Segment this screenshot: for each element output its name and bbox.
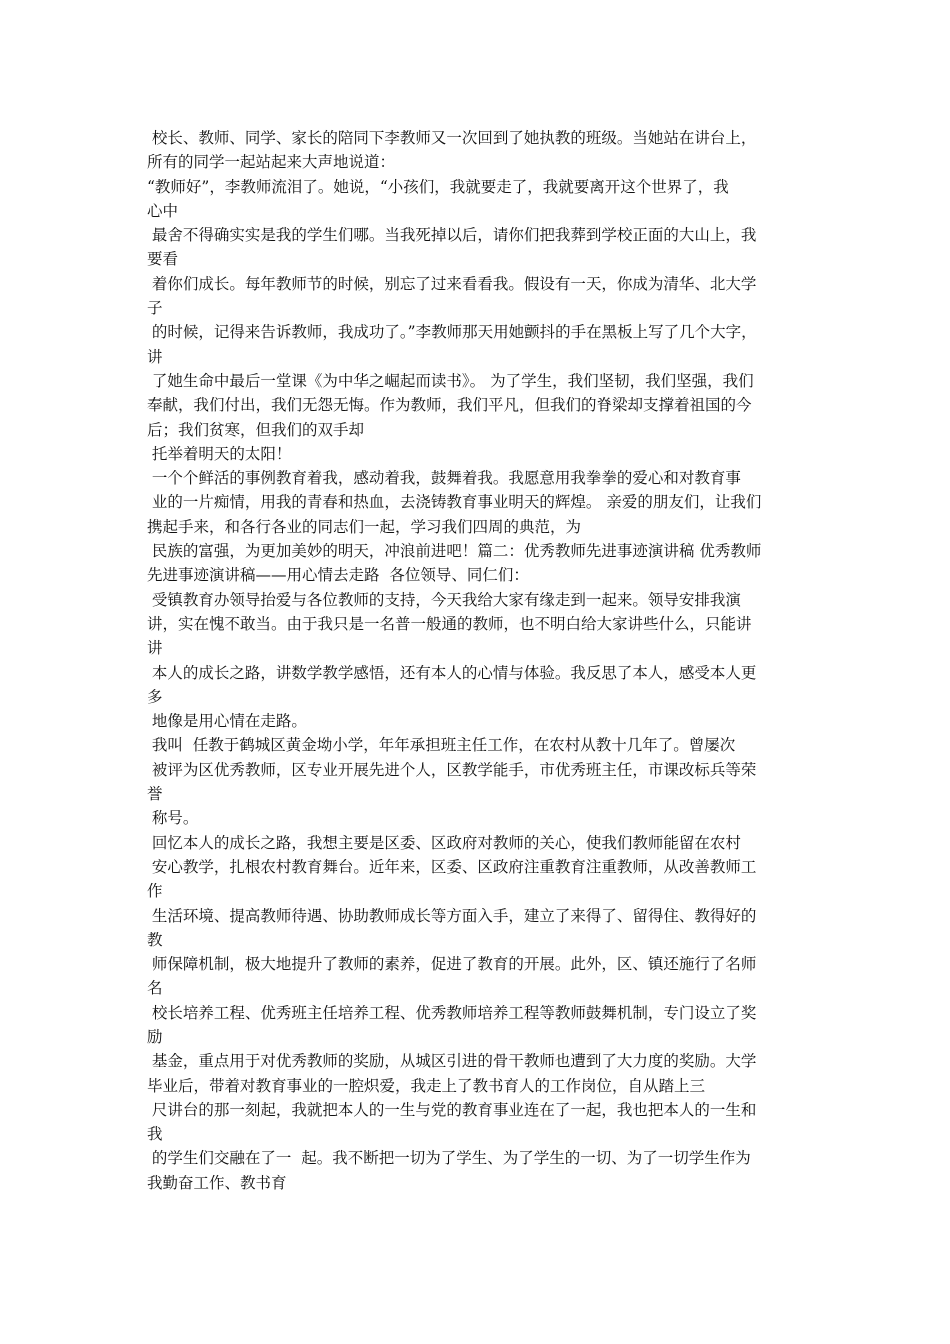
- text-line: 我: [147, 1125, 163, 1144]
- text-line: 着你们成长。每年教师节的时候，别忘了过来看看我。假设有一天，你成为清华、北大学: [147, 274, 757, 293]
- text-line: 名: [147, 979, 163, 998]
- text-line: 所有的同学一起站起来大声地说道：: [147, 153, 396, 172]
- text-line: 受镇教育办领导抬爱与各位教师的支持，今天我给大家有缘走到一起来。领导安排我演: [147, 590, 741, 609]
- text-line: 最舍不得确实实是我的学生们哪。当我死掉以后，请你们把我葬到学校正面的大山上，我: [147, 226, 757, 245]
- text-line: 奉献，我们付出，我们无怨无悔。作为教师，我们平凡，但我们的脊梁却支撑着祖国的今: [147, 396, 752, 415]
- text-line: 讲: [147, 347, 163, 366]
- text-line: 后；我们贫寒，但我们的双手却: [147, 420, 365, 439]
- text-line: 地像是用心情在走路。: [147, 712, 307, 731]
- text-line: 被评为区优秀教师，区专业开展先进个人，区教学能手，市优秀班主任，市课改标兵等荣: [147, 760, 757, 779]
- text-line: 业的一片痴情，用我的青春和热血，去浇铸教育事业明天的辉煌。 亲爱的朋友们，让我们: [147, 493, 762, 512]
- text-line: 励: [147, 1027, 163, 1046]
- text-line: 本人的成长之路，讲数学教学感悟，还有本人的心情与体验。我反思了本人，感受本人更: [147, 663, 757, 682]
- text-line: 要看: [147, 250, 179, 269]
- text-line: 心中: [147, 201, 179, 220]
- text-line: 称号。: [147, 809, 199, 828]
- text-line: 回忆本人的成长之路，我想主要是区委、区政府对教师的关心，使我们教师能留在农村: [147, 833, 741, 852]
- text-line: 教: [147, 930, 163, 949]
- text-line: 基金，重点用于对优秀教师的奖励，从城区引进的骨干教师也遭到了大力度的奖励。大学: [147, 1052, 757, 1071]
- text-line: 毕业后，带着对教育事业的一腔炽爱，我走上了教书育人的工作岗位，自从踏上三: [147, 1076, 706, 1095]
- text-line: “教师好”，李教师流泪了。她说，“小孩们，我就要走了，我就要离开这个世界了，我: [147, 177, 729, 196]
- text-line: 先进事迹演讲稿——用心情去走路 各位领导、同仁们：: [147, 566, 529, 585]
- text-line: 我叫 任教于鹤城区黄金坳小学，年年承担班主任工作，在农村从教十几年了。曾屡次: [147, 736, 736, 755]
- text-line: 的学生们交融在了一 起。我不断把一切为了学生、为了学生的一切、为了一切学生作为: [147, 1149, 751, 1168]
- text-line: 我勤奋工作、教书育: [147, 1173, 287, 1192]
- text-line: 携起手来，和各行各业的同志们一起，学习我们四周的典范，为: [147, 517, 582, 536]
- text-line: 多: [147, 687, 163, 706]
- text-line: 生活环境、提高教师待遇、协助教师成长等方面入手，建立了来得了、留得住、教得好的: [147, 906, 757, 925]
- text-line: 讲，实在愧不敢当。由于我只是一名普一般通的教师，也不明白给大家讲些什么，只能讲: [147, 614, 752, 633]
- document-body: [147, 126, 819, 1195]
- text-line: 誉: [147, 785, 163, 804]
- text-line: 师保障机制，极大地提升了教师的素养，促进了教育的开展。此外，区、镇还施行了名师: [147, 955, 757, 974]
- text-line: 子: [147, 299, 163, 318]
- text-line: 民族的富强，为更加美妙的明天，冲浪前进吧！篇二：优秀教师先进事迹演讲稿 优秀教师: [147, 542, 762, 561]
- text-line: 讲: [147, 639, 163, 658]
- text-line: 作: [147, 882, 163, 901]
- text-line: 尺讲台的那一刻起，我就把本人的一生与党的教育事业连在了一起，我也把本人的一生和: [147, 1100, 757, 1119]
- text-line: 托举着明天的太阳！: [147, 444, 292, 463]
- text-line: 了她生命中最后一堂课《为中华之崛起而读书》。 为了学生，我们坚韧，我们坚强，我们: [147, 371, 754, 390]
- text-line: 校长、教师、同学、家长的陪同下李教师又一次回到了她执教的班级。当她站在讲台上，: [147, 129, 757, 147]
- text-line: 一个个鲜活的事例教育着我，感动着我，鼓舞着我。我愿意用我拳拳的爱心和对教育事: [147, 469, 741, 488]
- text-line: 校长培养工程、优秀班主任培养工程、优秀教师培养工程等教师鼓舞机制，专门设立了奖: [147, 1003, 757, 1022]
- text-line: 安心教学，扎根农村教育舞台。近年来，区委、区政府注重教育注重教师，从改善教师工: [147, 857, 757, 876]
- text-line: 的时候，记得来告诉教师，我成功了。”李教师那天用她颤抖的手在黑板上写了几个大字，: [147, 323, 757, 342]
